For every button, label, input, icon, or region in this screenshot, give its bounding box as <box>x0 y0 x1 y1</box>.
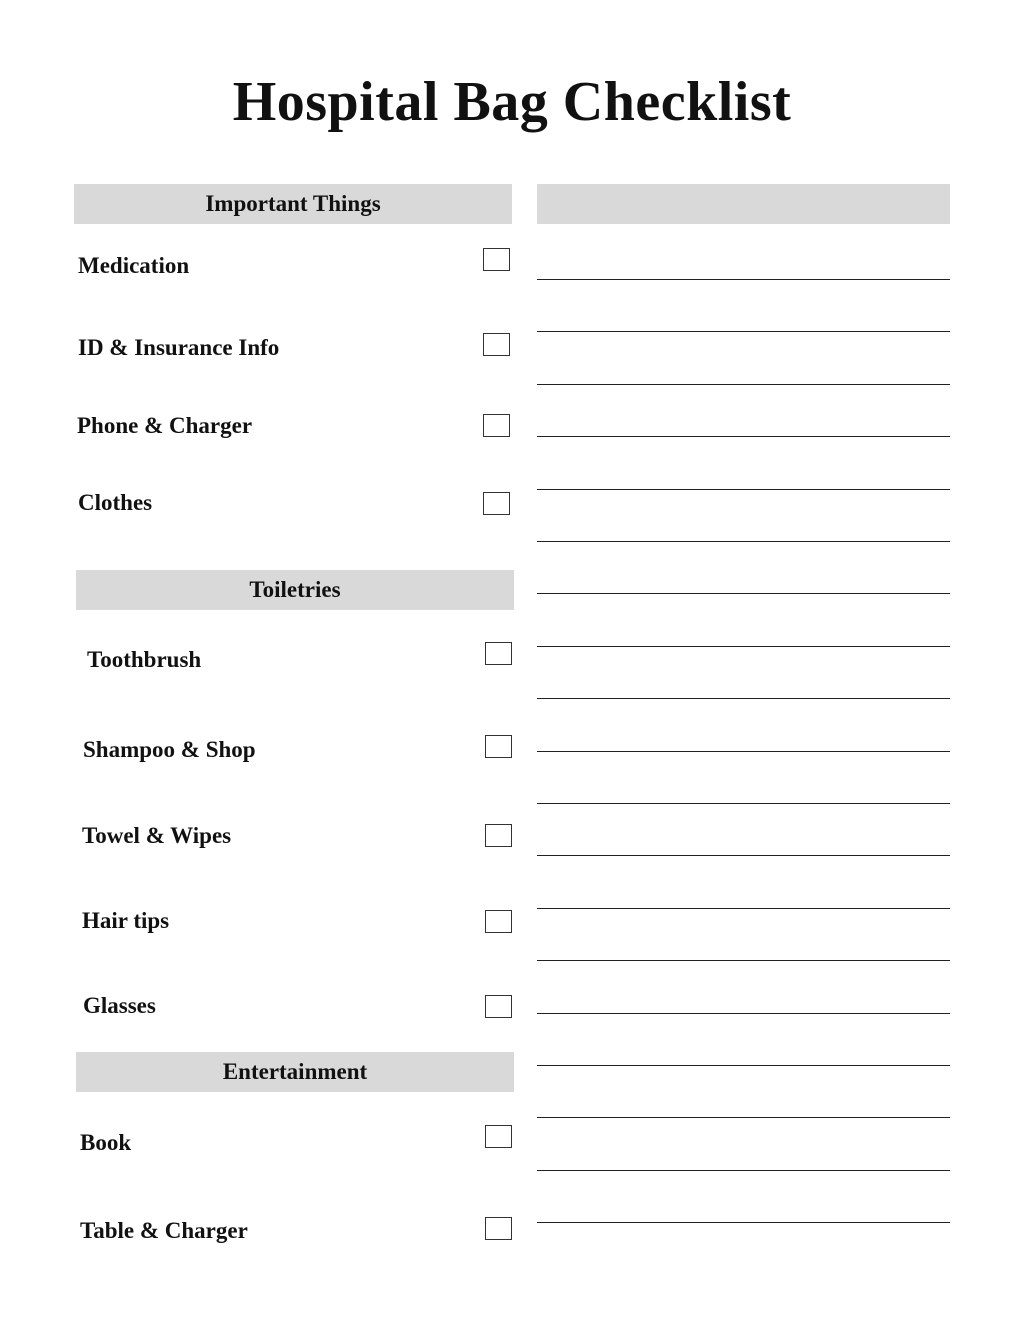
item-label: Toothbrush <box>87 647 202 672</box>
item-checkbox[interactable] <box>483 492 510 515</box>
item-label: Glasses <box>83 993 156 1018</box>
item-label: Shampoo & Shop <box>83 737 256 762</box>
item-checkbox[interactable] <box>485 642 512 665</box>
item-checkbox[interactable] <box>485 824 512 847</box>
item-checkbox[interactable] <box>485 735 512 758</box>
note-line[interactable] <box>537 593 950 594</box>
item-label: Hair tips <box>82 908 170 933</box>
note-line[interactable] <box>537 279 950 280</box>
note-line[interactable] <box>537 698 950 699</box>
item-label: Towel & Wipes <box>82 823 232 848</box>
note-line[interactable] <box>537 855 950 856</box>
item-checkbox[interactable] <box>485 995 512 1018</box>
item-checkbox[interactable] <box>485 1217 512 1240</box>
item-checkbox[interactable] <box>483 333 510 356</box>
item-label: Book <box>80 1130 132 1155</box>
item-checkbox[interactable] <box>483 248 510 271</box>
item-label: Phone & Charger <box>77 413 253 438</box>
page-title: Hospital Bag Checklist <box>232 71 792 133</box>
section-header-important: Important Things <box>74 184 512 224</box>
note-line[interactable] <box>537 1065 950 1066</box>
item-checkbox[interactable] <box>485 910 512 933</box>
note-line[interactable] <box>537 489 950 490</box>
note-line[interactable] <box>537 384 950 385</box>
section-header-entertainment: Entertainment <box>76 1052 514 1092</box>
note-line[interactable] <box>537 908 950 909</box>
item-checkbox[interactable] <box>483 414 510 437</box>
note-line[interactable] <box>537 1222 950 1223</box>
section-header-toiletries: Toiletries <box>76 570 514 610</box>
note-line[interactable] <box>537 1117 950 1118</box>
item-label: Medication <box>78 253 190 278</box>
item-label: ID & Insurance Info <box>78 335 280 360</box>
note-line[interactable] <box>537 1170 950 1171</box>
note-line[interactable] <box>537 436 950 437</box>
note-line[interactable] <box>537 331 950 332</box>
note-line[interactable] <box>537 1013 950 1014</box>
note-line[interactable] <box>537 960 950 961</box>
notes-header <box>537 184 950 224</box>
item-checkbox[interactable] <box>485 1125 512 1148</box>
note-line[interactable] <box>537 646 950 647</box>
item-label: Clothes <box>78 490 153 515</box>
note-line[interactable] <box>537 751 950 752</box>
note-line[interactable] <box>537 541 950 542</box>
note-line[interactable] <box>537 803 950 804</box>
item-label: Table & Charger <box>80 1218 248 1243</box>
